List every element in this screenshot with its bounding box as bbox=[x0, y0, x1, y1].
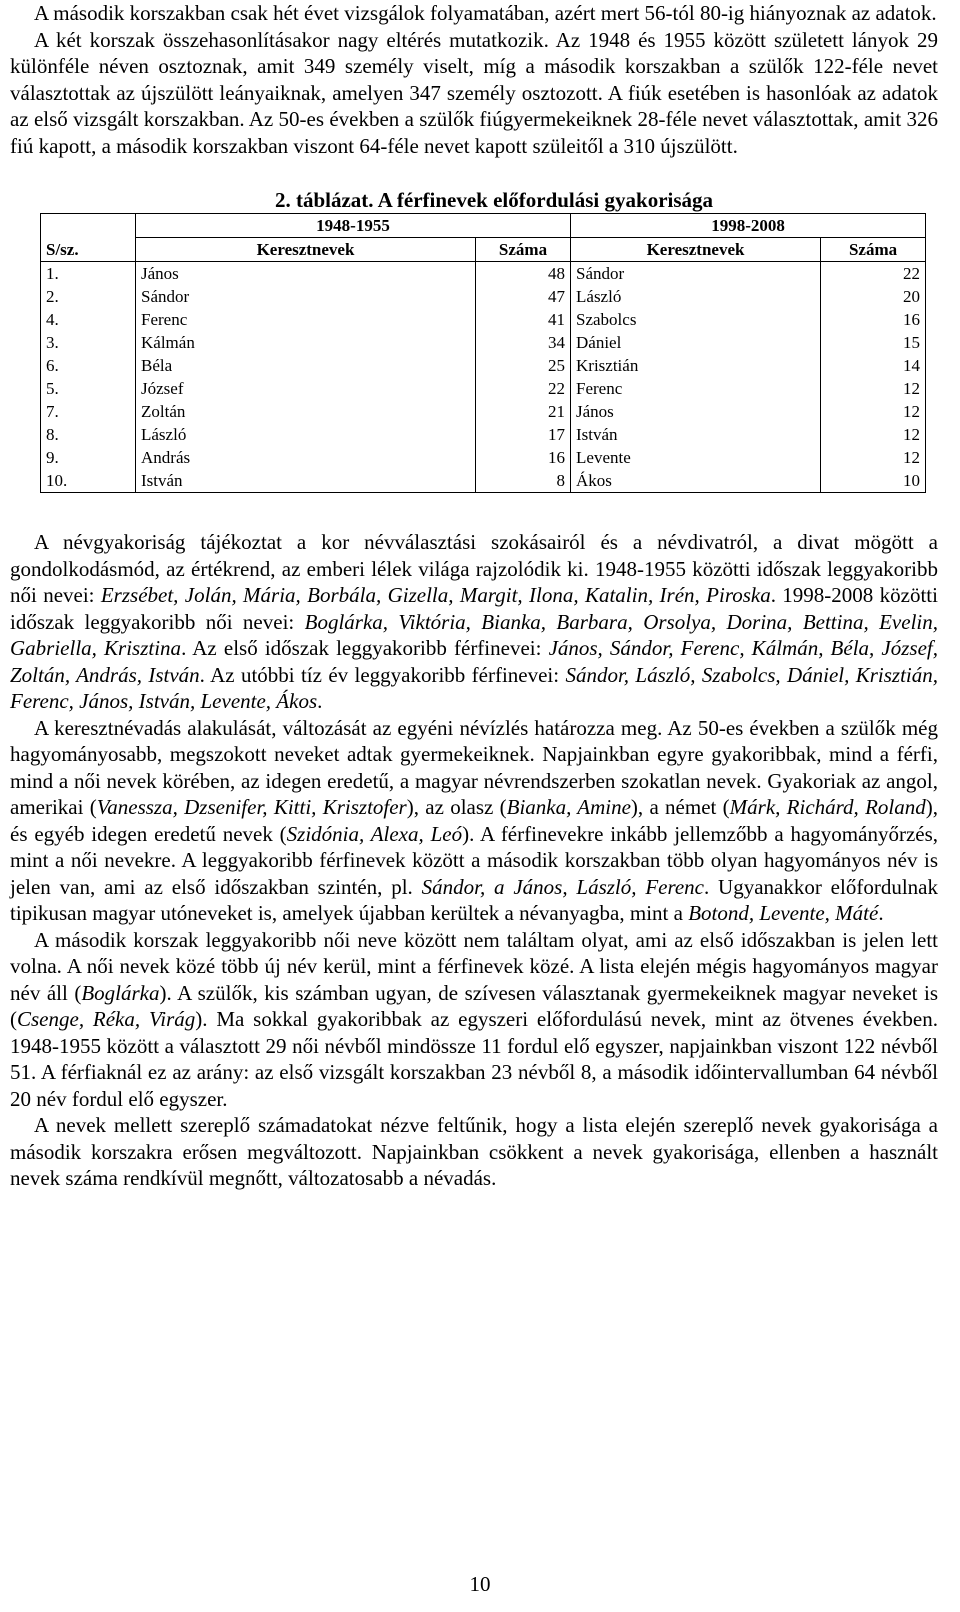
row-count-2: 12 bbox=[821, 400, 926, 423]
row-count-2: 12 bbox=[821, 423, 926, 446]
table-row bbox=[41, 354, 926, 377]
row-count-1: 48 bbox=[476, 262, 571, 286]
row-serial: 8. bbox=[41, 423, 136, 446]
row-name-1: Zoltán bbox=[136, 400, 476, 423]
row-count-2: 14 bbox=[821, 354, 926, 377]
row-count-2: 15 bbox=[821, 331, 926, 354]
row-name-1: Béla bbox=[136, 354, 476, 377]
row-name-2: Szabolcs bbox=[571, 308, 821, 331]
row-name-2: Ferenc bbox=[571, 377, 821, 400]
row-count-1: 41 bbox=[476, 308, 571, 331]
row-serial: 4. bbox=[41, 308, 136, 331]
table-row bbox=[41, 308, 926, 331]
row-count-2: 22 bbox=[821, 262, 926, 286]
paragraph-conclusion: A nevek mellett szereplő számadatokat nézve feltűnik, hogy a lista elején szereplő nevek gyakorisága a második korszakra erősen megváltozott. Napjainkban csökkent a nevek gyakorisága, ellenben a használt nevek száma rendkívül megnőtt, változatosabb a névadás. bbox=[10, 1113, 938, 1190]
row-serial: 9. bbox=[41, 446, 136, 469]
table-row bbox=[41, 331, 926, 354]
row-name-2: István bbox=[571, 423, 821, 446]
row-name-1: János bbox=[136, 262, 476, 286]
row-serial: 7. bbox=[41, 400, 136, 423]
header-period-2: 1998-2008 bbox=[571, 214, 926, 238]
table-row bbox=[41, 262, 926, 286]
header-count-2: Száma bbox=[821, 238, 926, 262]
row-name-1: József bbox=[136, 377, 476, 400]
header-names-1: Keresztnevek bbox=[136, 238, 476, 262]
page-number: 10 bbox=[469, 1572, 491, 1596]
row-name-1: Sándor bbox=[136, 285, 476, 308]
row-name-2: Ákos bbox=[571, 469, 821, 493]
table-row bbox=[41, 423, 926, 446]
paragraph-naming-trends: A keresztnévadás alakulását, változását az egyéni névízlés határozza meg. Az 50-es években a szülők még hagyományosabb, megszokott neveket adtak gyermekeiknek. Napjainkban egyre gyakoribbak, mind a férfi, mind a női nevek körében, az idegen eredetű, a magyar névrendszerben szokatlan nevek. Gyakoriak az angol, amerikai (Vanessza, Dzsenifer, Kitti, Krisztofer), az olasz (Bianka, Amine), a német (Márk, Richárd, Roland), és egyéb idegen eredetű nevek (Szidónia, Alexa, Leó). A férfinevekre inkább jellemzőbb a hagyományőrzés, mint a női nevekre. A leggyakoribb férfinevek között a második korszakban több olyan hagyományos név is jelen van, ami az első időszakban szintén, pl. Sándor, a János, László, Ferenc. Ugyanakkor előfordulnak tipikusan magyar utóneveket is, amelyek újabban kerültek a névanyagba, mint a Botond, Levente, Máté. bbox=[10, 715, 939, 925]
row-count-1: 8 bbox=[476, 469, 571, 493]
row-name-1: István bbox=[136, 469, 476, 493]
table-row bbox=[41, 469, 926, 493]
document-page bbox=[10, 0, 938, 1192]
row-serial: 6. bbox=[41, 354, 136, 377]
row-count-2: 10 bbox=[821, 469, 926, 493]
row-serial: 2. bbox=[41, 285, 136, 308]
row-name-2: János bbox=[571, 400, 821, 423]
row-name-2: Dániel bbox=[571, 331, 821, 354]
row-name-2: Krisztián bbox=[571, 354, 821, 377]
table-row bbox=[41, 446, 926, 469]
table-row bbox=[41, 400, 926, 423]
row-name-1: András bbox=[136, 446, 476, 469]
paragraph-name-frequency: A névgyakoriság tájékoztat a kor névválasztási szokásairól és a névdivatról, a divat mögött a gondolkodásmód, az értékrend, az emberi lélek világa rajzolódik ki. 1948-1955 közötti időszak leggyakoribb női nevei: Erzsébet, Jolán, Mária, Borbála, Gizella, Margit, Ilona, Katalin, Irén, Piroska. 1998-2008 közötti időszak leggyakoribb női nevei: Boglárka, Viktória, Bianka, Barbara, Orsolya, Dorina, Bettina, Evelin, Gabriella, Krisztina. Az első időszak leggyakoribb férfinevei: János, Sándor, Ferenc, Kálmán, Béla, József, Zoltán, András, István. Az utóbbi tíz év leggyakoribb férfinevei: Sándor, László, Szabolcs, Dániel, Krisztián, Ferenc, János, István, Levente, Ákos. bbox=[10, 530, 938, 713]
row-count-1: 22 bbox=[476, 377, 571, 400]
row-count-2: 12 bbox=[821, 377, 926, 400]
table-caption: 2. táblázat. A férfinevek előfordulási gyakorisága bbox=[274, 188, 714, 212]
row-count-1: 21 bbox=[476, 400, 571, 423]
row-count-1: 17 bbox=[476, 423, 571, 446]
paragraph-intro-2: A két korszak összehasonlításakor nagy eltérés mutatkozik. Az 1948 és 1955 között született lányok 29 különféle néven osztoznak, amit 349 személy viselt, míg a második korszakban a szülők 122-féle nevet választottak az újszülött leányaiknak, amelyen 347 személy osztozott. A fiúk esetében is hasonlóak az adatok az első vizsgált korszakban. Az 50-es években a szülők fiúgyermekeiknek 28-féle nevet választottak, amit 326 fiú kapott, a második korszakban viszont 64-féle nevet kapott szüleitől a 310 újszülött. bbox=[10, 27, 938, 158]
header-period-1: 1948-1955 bbox=[136, 214, 571, 238]
row-serial: 3. bbox=[41, 331, 136, 354]
row-serial: 1. bbox=[41, 262, 136, 286]
table-row bbox=[41, 285, 926, 308]
row-name-1: Ferenc bbox=[136, 308, 476, 331]
row-count-2: 12 bbox=[821, 446, 926, 469]
row-count-2: 16 bbox=[821, 308, 926, 331]
header-serial: S/sz. bbox=[41, 238, 136, 262]
paragraph-intro-1: A második korszakban csak hét évet vizsgálok folyamatában, azért mert 56-tól 80-ig hiányoznak az adatok. bbox=[34, 1, 937, 25]
row-count-1: 16 bbox=[476, 446, 571, 469]
row-count-1: 34 bbox=[476, 331, 571, 354]
table-row bbox=[41, 377, 926, 400]
row-count-1: 47 bbox=[476, 285, 571, 308]
row-name-2: Sándor bbox=[571, 262, 821, 286]
row-name-2: Levente bbox=[571, 446, 821, 469]
header-count-1: Száma bbox=[476, 238, 571, 262]
row-name-1: Kálmán bbox=[136, 331, 476, 354]
header-names-2: Keresztnevek bbox=[571, 238, 821, 262]
row-count-1: 25 bbox=[476, 354, 571, 377]
row-serial: 5. bbox=[41, 377, 136, 400]
header-empty bbox=[41, 214, 136, 238]
row-name-1: László bbox=[136, 423, 476, 446]
row-name-2: László bbox=[571, 285, 821, 308]
paragraph-female-names: A második korszak leggyakoribb női neve között nem találtam olyat, ami az első időszakban is jelen lett volna. A női nevek közé több új név kerül, mint a férfinevek közé. A lista elején mégis hagyományos magyar név áll (Boglárka). A szülők, kis számban ugyan, de szívesen választanak gyermekeiknek magyar neveket is (Csenge, Réka, Virág). Ma sokkal gyakoribbak az egyszeri előfordulású nevek, mint az ötvenes években. 1948-1955 között a választott 29 női névből mindössze 11 fordul elő egyszer, napjainkban viszont 122 névből 51. A férfiaknál ez az arány: az első vizsgált korszakban 23 névből 8, a második időintervallumban 64 névből 20 név fordul elő egyszer. bbox=[10, 927, 939, 1111]
male-names-table bbox=[40, 213, 926, 493]
row-count-2: 20 bbox=[821, 285, 926, 308]
row-serial: 10. bbox=[41, 469, 136, 493]
